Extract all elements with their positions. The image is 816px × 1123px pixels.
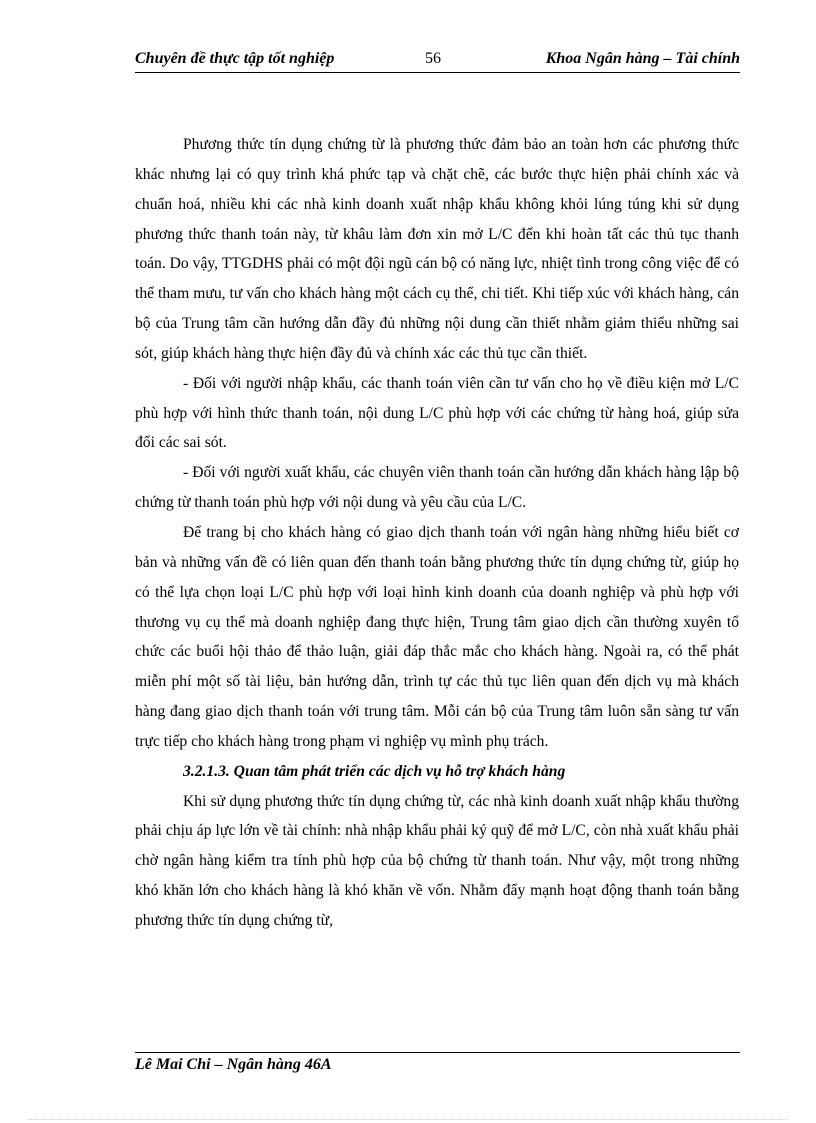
footer-divider <box>135 1052 740 1053</box>
page-bottom-edge <box>28 1119 788 1120</box>
paragraph-exporter: - Đối với người xuất khẩu, các chuyên viên thanh toán cần hướng dẫn khách hàng lập bộ chứng từ thanh toán phù hợp với nội dung và yêu cầu của L/C. <box>135 464 739 512</box>
paragraph-training: Để trang bị cho khách hàng có giao dịch thanh toán với ngân hàng những hiểu biết cơ bản và những vấn đề có liên quan đến thanh toán bằng phương thức tín dụng chứng từ, giúp họ có thể lựa chọn loại L/C phù hợp với loại hình kinh doanh của doanh nghiệp và phù hợp với thương vụ cụ thể mà doanh nghiệp đang thực hiện, Trung tâm giao dịch cần thường xuyên tổ chức các buổi hội thảo để thảo luận, giải đáp thắc mắc cho khách hàng. Ngoài ra, có thể phát miễn phí một số tài liệu, bản hướng dẫn, trình tự các thủ tục liên quan đến dịch vụ mà khách hàng đang giao dịch thanh toán với trung tâm. Mỗi cán bộ của Trung tâm luôn sẵn sàng tư vấn trực tiếp cho khách hàng trong phạm vi nghiệp vụ mình phụ trách. <box>135 523 739 750</box>
paragraph-importer: - Đối với người nhập khẩu, các thanh toán viên cần tư vấn cho họ về điều kiện mở L/C phù hợp với hình thức thanh toán, nội dung L/C phù hợp với các chứng từ hàng hoá, giúp sửa đổi các sai sót. <box>135 374 739 452</box>
header-thesis-title: Chuyên đề thực tập tốt nghiệp <box>135 50 335 67</box>
document-body <box>135 130 739 936</box>
paragraph-financial-pressure: Khi sử dụng phương thức tín dụng chứng từ, các nhà kinh doanh xuất nhập khẩu thường phải chịu áp lực lớn về tài chính: nhà nhập khẩu phải ký quỹ để mở L/C, còn nhà xuất khẩu phải chờ ngân hàng kiểm tra tính phù hợp của bộ chứng từ thanh toán. Như vậy, một trong những khó khăn lớn cho khách hàng là khó khăn về vốn. Nhằm đẩy mạnh hoạt động thanh toán bằng phương thức tín dụng chứng từ, <box>135 792 739 929</box>
page-number: 56 <box>425 50 441 67</box>
paragraph-intro: Phương thức tín dụng chứng từ là phương thức đảm bảo an toàn hơn các phương thức khác nhưng lại có quy trình khá phức tạp và chặt chẽ, các bước thực hiện phải chính xác và chuẩn hoá, nhiều khi các nhà kinh doanh xuất nhập khẩu không khỏi lúng túng khi sử dụng phương thức thanh toán này, từ khâu làm đơn xin mở L/C đến khi hoàn tất các thủ tục thanh toán. Do vậy, TTGDHS phải có một đội ngũ cán bộ có năng lực, nhiệt tình trong công việc để có thể tham mưu, tư vấn cho khách hàng một cách cụ thể, chi tiết. Khi tiếp xúc với khách hàng, cán bộ của Trung tâm cần hướng dẫn đầy đủ những nội dung cần thiết nhằm giảm thiểu những sai sót, giúp khách hàng thực hiện đầy đủ và chính xác các thủ tục cần thiết. <box>135 136 739 362</box>
section-subheading: 3.2.1.3. Quan tâm phát triển các dịch vụ hỗ trợ khách hàng <box>183 762 566 780</box>
page-header <box>135 50 740 73</box>
footer-author: Lê Mai Chi – Ngân hàng 46A <box>135 1056 332 1073</box>
header-faculty: Khoa Ngân hàng – Tài chính <box>545 50 740 67</box>
